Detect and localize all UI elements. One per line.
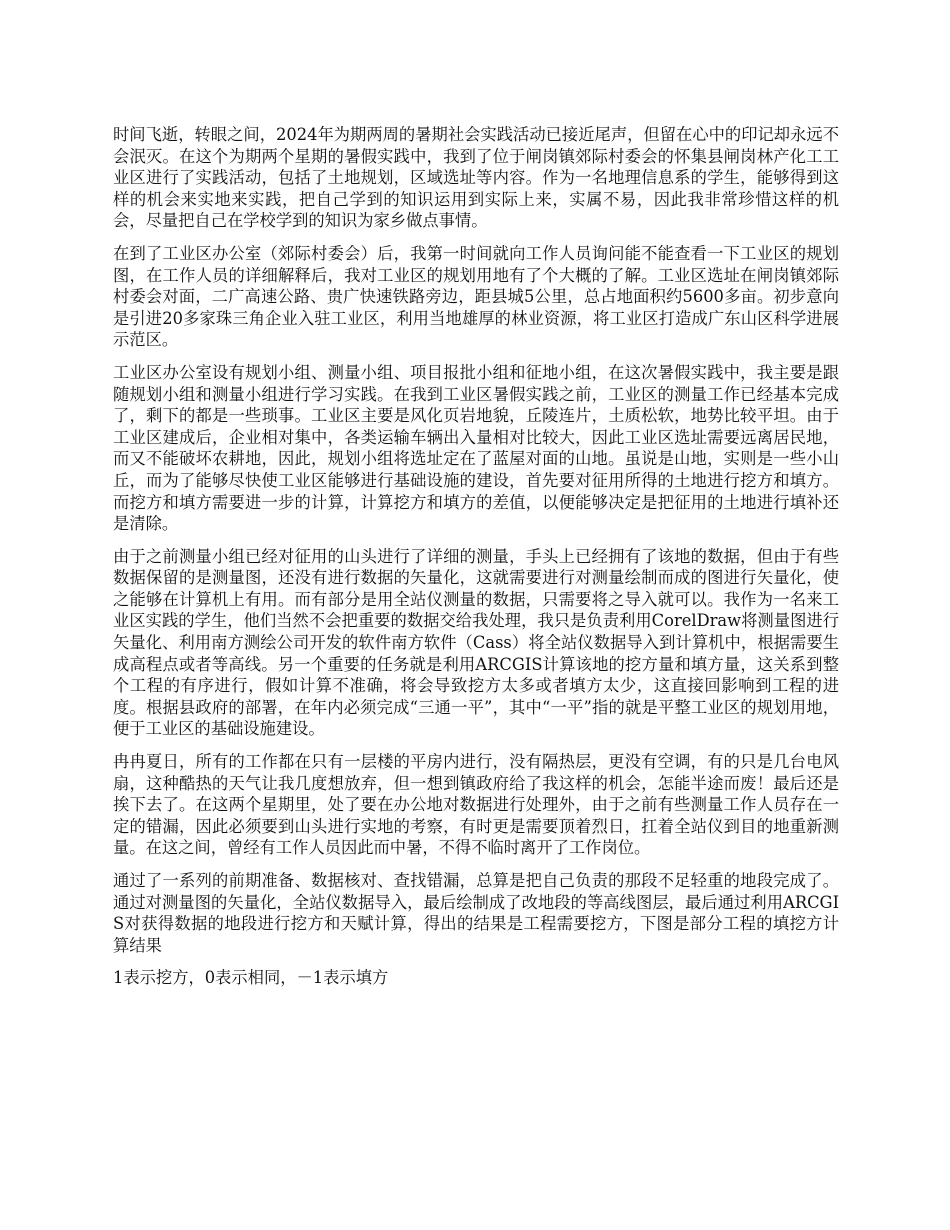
- paragraph-vectorization: 由于之前测量小组已经对征用的山头进行了详细的测量，手头上已经拥有了该地的数据，但由于有些数据保留的是测量图，还没有进行数据的矢量化，这就需要进行对测量绘制而成的图进行矢量化，使之能够在计算机上有用。而有部分是用全站仪测量的数据，只需要将之导入就可以。我作为一名来工业区实践的学生，他们当然不会把重要的数据交给我处理，我只是负责利用CorelDraw将测量图进行矢量化、利用南方测绘公司开发的软件南方软件（Cass）将全站仪数据导入到计算机中，根据需要生成高程点或者等高线。另一个重要的任务就是利用ARCGIS计算该地的挖方量和填方量，这关系到整个工程的有序进行，假如计算不准确，将会导致挖方太多或者填方太少，这直接回影响到工程的进度。根据县政府的部署，在年内必须完成“三通一平”，其中“一平”指的就是平整工业区的规划用地，便于工业区的基础设施建设。: [113, 546, 839, 739]
- paragraph-intro: 时间飞逝，转眼之间，2024年为期两周的暑期社会实践活动已接近尾声，但留在心中的印记却永远不会泯灭。在这个为期两个星期的暑假实践中，我到了位于闸岗镇郊际村委会的怀集县闸岗林产化工工业区进行了实践活动，包括了土地规划，区域选址等内容。作为一名地理信息系的学生，能够得到这样的机会来实地来实践，把自己学到的知识运用到实际上来，实属不易，因此我非常珍惜这样的机会，尽量把自己在学校学到的知识为家乡做点事情。: [113, 125, 839, 231]
- document-body: [113, 124, 839, 1000]
- paragraph-planning-office: 在到了工业区办公室（郊际村委会）后，我第一时间就向工作人员询问能不能查看一下工业区的规划图，在工作人员的详细解释后，我对工业区的规划用地有了个大概的了解。工业区选址在闸岗镇郊际村委会对面，二广高速公路、贵广快速铁路旁边，距县城5公里，总占地面积约5600多亩。初步意向是引进20多家珠三角企业入驻工业区，利用当地雄厚的林业资源，将工业区打造成广东山区科学进展示范区。: [113, 243, 839, 350]
- paragraph-work-groups: 工业区办公室设有规划小组、测量小组、项目报批小组和征地小组，在这次暑假实践中，我主要是跟随规划小组和测量小组进行学习实践。在我到工业区暑假实践之前，工业区的测量工作已经基本完成了，剩下的都是一些琐事。工业区主要是风化页岩地貌，丘陵连片，土质松软，地势比较平坦。由于工业区建成后，企业相对集中，各类运输车辆出入量相对比较大，因此工业区选址需要远离居民地，而又不能破坏农耕地，因此，规划小组将选址定在了蓝屋对面的山地。虽说是山地，实则是一些小山丘，而为了能够尽快使工业区能够进行基础设施的建设，首先要对征用所得的土地进行挖方和填方。而挖方和填方需要进一步的计算，计算挖方和填方的差值，以便能够决定是把征用的土地进行填补还是清除。: [113, 362, 839, 534]
- paragraph-legend-note: 1表示挖方，0表示相同，－1表示填方: [113, 968, 389, 988]
- paragraph-summer-work: 冉冉夏日，所有的工作都在只有一层楼的平房内进行，没有隔热层，更没有空调，有的只是几台电风扇，这种酷热的天气让我几度想放弃，但一想到镇政府给了我这样的机会，怎能半途而废！最后还是挨下去了。在这两个星期里，处了要在办公地对数据进行处理外，由于之前有些测量工作人员存在一定的错漏，因此必须要到山头进行实地的考察，有时更是需要顶着烈日，扛着全站仪到目的地重新测量。在这之间，曾经有工作人员因此而中暑，不得不临时离开了工作岗位。: [113, 752, 839, 858]
- paragraph-results: 通过了一系列的前期准备、数据核对、查找错漏，总算是把自己负责的那段不足轻重的地段完成了。通过对测量图的矢量化，全站仪数据导入，最后绘制成了改地段的等高线图层，最后通过利用ARCGIS对获得数据的地段进行挖方和天赋计算，得出的结果是工程需要挖方，下图是部分工程的填挖方计算结果: [113, 871, 839, 955]
